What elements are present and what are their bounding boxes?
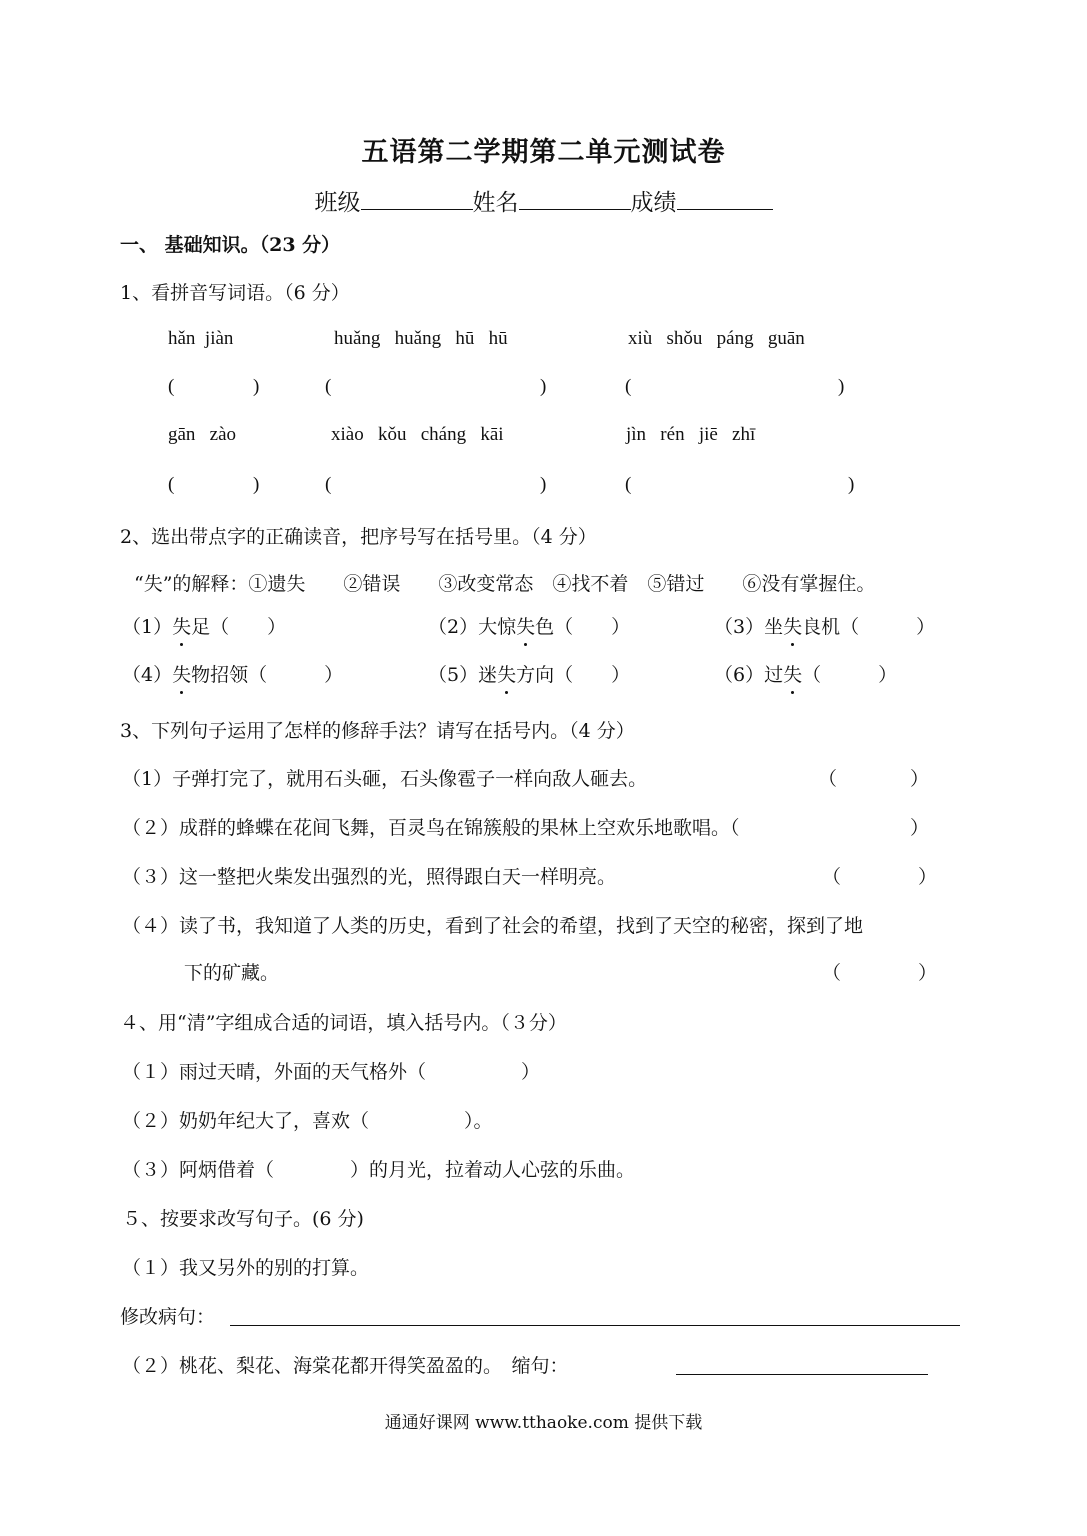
answer-line: [676, 1374, 928, 1375]
answer-bracket-open: (: [168, 376, 175, 397]
item-text: （ ）: [802, 664, 898, 686]
answer-bracket-open: (: [325, 376, 332, 397]
list-item: [714, 612, 935, 639]
pinyin: jìn rén jiē zhī: [626, 424, 756, 445]
pinyin: hǎn jiàn: [168, 328, 234, 349]
dotted-char: 失: [783, 612, 802, 639]
name-label: 姓名: [472, 190, 519, 216]
dotted-char: 失: [172, 612, 191, 639]
student-info-line: [0, 184, 1087, 217]
question-1: 1、看拼音写词语。（6 分）: [120, 282, 350, 304]
explanation: “失”的解释：①遗失 ②错误 ③改变常态 ④找不着 ⑤错过 ⑥没有掌握住。: [134, 573, 876, 595]
answer-bracket-open: （: [822, 866, 842, 888]
list-item: [122, 612, 286, 639]
answer-bracket-open: (: [625, 376, 632, 397]
name-blank: [519, 187, 631, 210]
item-text: 过: [764, 664, 784, 686]
item-number: （3）: [714, 616, 765, 638]
answer-line: [230, 1325, 960, 1326]
answer-bracket-open: （: [818, 768, 838, 790]
answer-bracket-open: （: [822, 962, 842, 984]
sentence-continuation: 下的矿藏。: [184, 962, 280, 984]
page-title: 五语第二学期第二单元测试卷: [361, 137, 726, 168]
item-text: 迷: [478, 664, 498, 686]
sentence: （1）子弹打完了，就用石头砸，石头像雹子一样向敌人砸去。: [122, 768, 648, 790]
answer-bracket-close: ): [848, 474, 855, 495]
answer-bracket-close: ）: [918, 866, 938, 888]
question-3: 3、下列句子运用了怎样的修辞手法？请写在括号内。（4 分）: [120, 720, 635, 742]
answer-bracket-close: ): [838, 376, 845, 397]
answer-bracket-close: ): [540, 474, 547, 495]
item-number: （2）: [428, 616, 479, 638]
item-text: 方向（ ）: [516, 664, 631, 686]
sentence: （２）成群的蜂蝶在花间飞舞，百灵鸟在锦簇般的果林上空欢乐地歌唱。（: [122, 817, 740, 839]
sentence: （２）奶奶年纪大了，喜欢（ ）。: [122, 1110, 493, 1132]
dotted-char: 失: [516, 612, 535, 639]
pinyin: huǎng huǎng hū hū: [334, 328, 508, 349]
list-item: [428, 612, 630, 639]
item-number: （1）: [122, 616, 173, 638]
item-text: 色（ ）: [535, 616, 631, 638]
question-4: ４、用“清”字组成合适的词语，填入括号内。（３分）: [120, 1012, 567, 1034]
answer-bracket-close: ): [540, 376, 547, 397]
list-item: [714, 660, 897, 687]
sentence: （１）我又另外的别的打算。: [122, 1257, 370, 1279]
item-text: 大惊: [478, 616, 517, 638]
question-5: ５、按要求改写句子。(6 分): [122, 1208, 364, 1230]
answer-bracket-close: ): [253, 376, 260, 397]
question-2: 2、选出带点字的正确读音，把序号写在括号里。（4 分）: [120, 526, 597, 548]
item-number: （6）: [714, 664, 765, 686]
answer-bracket-open: (: [325, 474, 332, 495]
answer-bracket-open: (: [168, 474, 175, 495]
class-label: 班级: [314, 190, 361, 216]
answer-bracket-close: ）: [910, 817, 930, 839]
item-text: 良机（ ）: [802, 616, 936, 638]
list-item: [122, 660, 343, 687]
fix-sentence-label: 修改病句：: [120, 1306, 216, 1328]
answer-bracket-close: ）: [918, 962, 938, 984]
pinyin: xiào kǒu cháng kāi: [331, 424, 504, 445]
dotted-char: 失: [497, 660, 516, 687]
sentence: （４）读了书，我知道了人类的历史，看到了社会的希望，找到了天空的秘密，探到了地: [122, 915, 864, 937]
item-text: 足（ ）: [191, 616, 287, 638]
item-number: （4）: [122, 664, 173, 686]
sentence: （２）桃花、梨花、海棠花都开得笑盈盈的。 缩句：: [122, 1355, 569, 1377]
score-blank: [677, 187, 773, 210]
dotted-char: 失: [783, 660, 802, 687]
score-label: 成绩: [630, 190, 677, 216]
answer-bracket-close: ）: [910, 768, 930, 790]
pinyin: gān zào: [168, 424, 237, 445]
item-number: （5）: [428, 664, 479, 686]
answer-bracket-close: ): [253, 474, 260, 495]
sentence: （３）这一整把火柴发出强烈的光，照得跟白天一样明亮。: [122, 866, 617, 888]
item-text: 物招领（ ）: [191, 664, 344, 686]
class-blank: [361, 187, 473, 210]
dotted-char: 失: [172, 660, 191, 687]
item-text: 坐: [764, 616, 784, 638]
list-item: [428, 660, 630, 687]
sentence: （３）阿炳借着（ ）的月光，拉着动人心弦的乐曲。: [122, 1159, 636, 1181]
sentence: （１）雨过天晴，外面的天气格外（ ）: [122, 1061, 541, 1083]
section-heading: 一、 基础知识。（23 分）: [120, 234, 341, 256]
footer: 通通好课网 www.tthaoke.com 提供下载: [384, 1413, 703, 1433]
pinyin: xiù shǒu páng guān: [628, 328, 805, 349]
answer-bracket-open: (: [625, 474, 632, 495]
